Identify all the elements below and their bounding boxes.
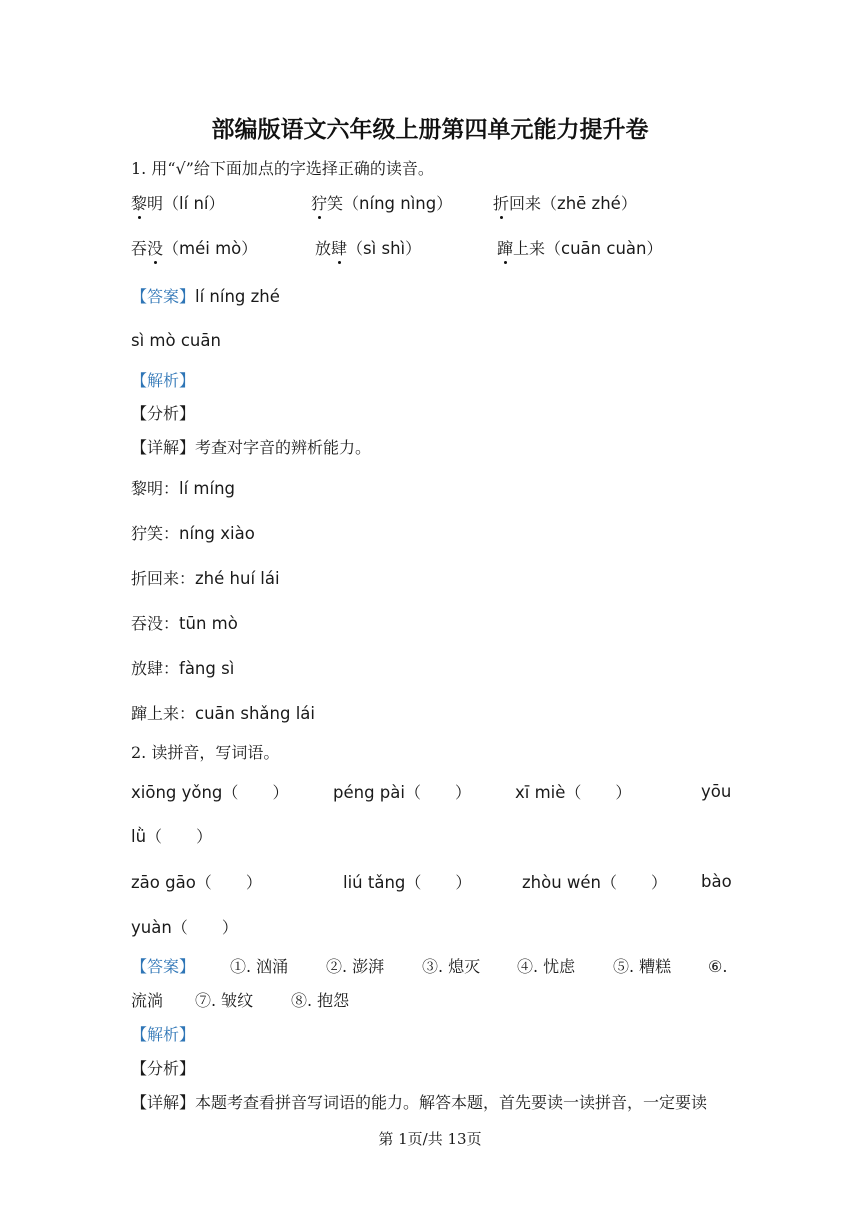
q2-blank-item: xiōng yǒng（ ） [131,783,289,802]
q1-detail: 【详解】考查对字音的辨析能力。 [131,438,372,457]
q2-fenxi: 【分析】 [131,1059,196,1078]
q2-blank-item-start: bào [701,872,732,891]
q1-answer-line-2: sì mò cuān [131,331,221,350]
q1-item-2: 狞笑（níng nìng） [311,194,453,213]
answer-text: lí níng zhé [195,287,280,306]
q2-answer-tag: 【答案】 [131,957,196,976]
answer-item: ⑧. 抱怨 [291,991,350,1010]
answer-item: ⑦. 皱纹 [195,991,254,1010]
explain-line: 折回来：zhé huí lái [131,569,280,588]
dotted-char: 肆 [331,239,348,258]
dotted-char: 蹿 [497,239,514,258]
answer-item: ⑤. 糟糕 [613,957,672,976]
q1-analysis-tag: 【解析】 [131,371,196,390]
explain-line: 放肆：fàng sì [131,659,235,678]
q2-blank-item-start: yōu [701,782,732,801]
q2-blank-item-end: lǜ（ ） [131,827,213,846]
q2-blank-item: zāo gāo（ ） [131,873,262,892]
q2-blank-item-end: yuàn（ ） [131,918,238,937]
q1-item-4: 吞没（méi mò） [131,239,258,258]
explain-line: 蹿上来：cuān shǎng lái [131,704,315,723]
answer-tag: 【答案】 [131,287,196,306]
q1-item-3: 折回来（zhē zhé） [493,194,637,213]
explain-line: 狞笑：níng xiào [131,524,255,543]
q2-blank-item: zhòu wén（ ） [522,873,668,892]
answer-item: ④. 忧虑 [517,957,576,976]
q1-fenxi: 【分析】 [131,404,196,423]
page-footer: 第 1页/共 13页 [378,1130,482,1148]
question-2-stem: 2. 读拼音，写词语。 [131,743,280,762]
q1-answer [131,286,280,308]
page-title: 部编版语文六年级上册第四单元能力提升卷 [211,117,649,143]
dotted-char: 黎 [131,194,148,213]
answer-item: ⑥. [708,957,728,976]
answer-item: 流淌 [131,991,164,1010]
question-1-stem: 1. 用“√”给下面加点的字选择正确的读音。 [131,159,434,178]
dotted-char: 没 [147,239,164,258]
q1-item-5: 放肆（sì shì） [315,239,422,258]
q2-detail: 【详解】本题考查看拼音写词语的能力。解答本题，首先要读一读拼音，一定要读 [131,1093,708,1112]
answer-item: ③. 熄灭 [422,957,481,976]
q1-item-1: 黎明（lí ní） [131,194,225,213]
q2-blank-item: xī miè（ ） [515,783,632,802]
explain-line: 吞没：tūn mò [131,614,238,633]
dotted-char: 狞 [311,194,328,213]
q2-analysis-tag: 【解析】 [131,1025,196,1044]
q2-blank-item: péng pài（ ） [333,783,472,802]
explain-line: 黎明：lí míng [131,479,236,498]
dotted-char: 折 [493,194,510,213]
q1-item-6: 蹿上来（cuān cuàn） [497,239,663,258]
q2-blank-item: liú tǎng（ ） [343,873,472,892]
answer-item: ①. 汹涌 [230,957,289,976]
answer-item: ②. 澎湃 [326,957,385,976]
